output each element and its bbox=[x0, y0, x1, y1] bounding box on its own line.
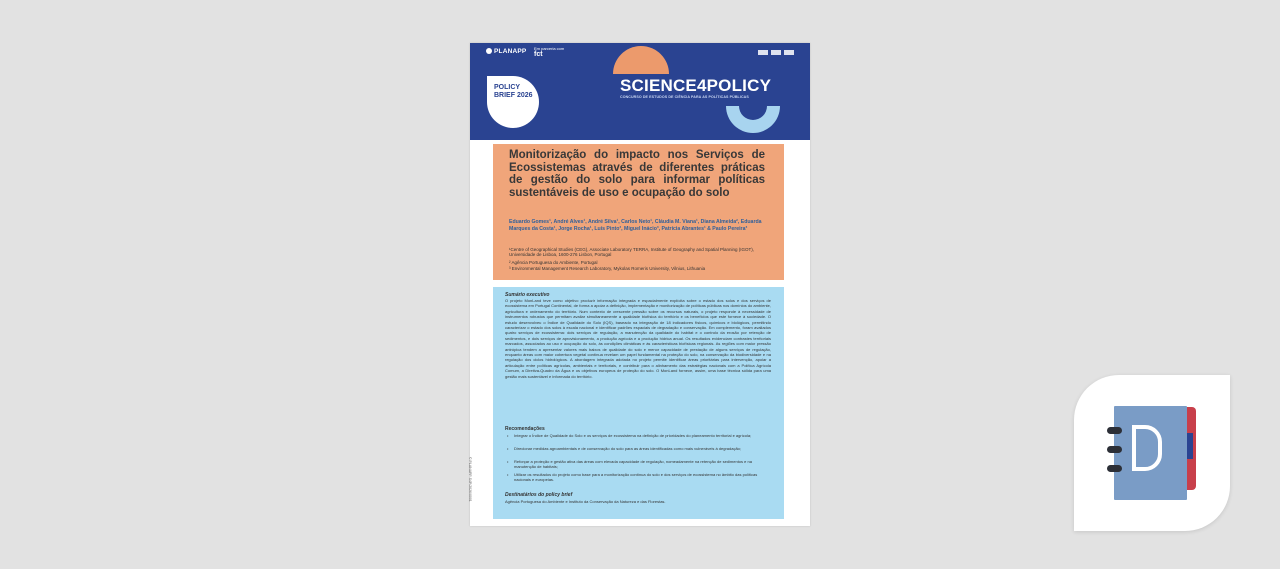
planapp-logo: PLANAPP bbox=[486, 48, 526, 55]
summary-panel bbox=[493, 287, 784, 519]
recommendation-item: • Utilizar os resultados do projeto como base para a monitorização contínua do solo e dos serviços de ecossistema no âmbito das políticas nacionais e europeias. bbox=[514, 472, 771, 483]
affiliation-2: ² Agência Portuguesa do Ambiente, Portugal bbox=[509, 260, 598, 265]
notebook-badge[interactable] bbox=[1074, 375, 1230, 531]
document-title: Monitorização do impacto nos Serviços de Ecossistemas através de diferentes práticas de gestão do solo para informar políticas sustentáveis de uso e ocupação do solo bbox=[509, 149, 765, 199]
summary-text: O projeto MonLand teve como objetivo produzir informação integrada e espacialmente explícita sobre o estado dos solos e dos serviços de ecossistema em Portugal Continental, de forma a apoiar a definição, implementação e monitorização de políticas públicas nos domínios do ambiente, agricultura e ordenamento do território. Num contexto de crescente pressão sobre os recursos naturais, o projeto responde à necessidade de instrumentos robustos que permitam avaliar simultaneamente a qualidade biofísica do território e os benefícios que este fornece à sociedade. O estudo desenvolveu o Índice de Qualidade do Solo (IQS), baseado na integração de 18 indicadores físicos, químicos e biológicos, permitindo caracterizar o estado dos solos à escala nacional e identificar padrões espaciais de degradação e conservação. Em complemento, foram avaliados quatro serviços de ecossistema: dois serviços de regulação, a manutenção da qualidade do habitat e o controlo da erosão por retenção de sedimentos, e dois serviços de aprovisionamento, a produção agrícola e a produção hídrica anual. Os resultados evidenciam contrastes territoriais marcados, associados ao uso e ocupação do solo, às condições climáticas e às características biofísicas regionais. As regiões com maior pressão antrópica tendem a apresentar valores mais baixos de qualidade do solo e menor capacidade de prestação de alguns serviços de regulação, enquanto áreas com maior cobertura vegetal contínua revelam um papel fundamental na proteção do solo, na conservação da biodiversidade e na regulação dos ciclos hidrológicos. A abordagem integrada adotada no projeto permite identificar áreas prioritárias para intervenção, apoiar a articulação entre políticas agrícolas, ambientais e territoriais, e contribuir para o alinhamento das estratégias nacionais com a Política Agrícola Comum, a Diretiva-Quadro da Água e os objetivos europeus de proteção do solo. O MonLand fornece, assim, uma base técnica sólida para uma gestão mais sustentável e informada do território. bbox=[505, 298, 771, 379]
funding-logos bbox=[758, 50, 794, 55]
summary-heading: Sumário executivo bbox=[505, 292, 550, 298]
side-reference: © PLANAPP S4P/2026/0001 bbox=[468, 457, 472, 502]
recipients-text: Agência Portuguesa do Ambiente e Instituto da Conservação da Natureza e das Florestas. bbox=[505, 499, 666, 504]
policy-brief-badge: POLICY BRIEF 2026 bbox=[487, 76, 539, 128]
authors: Eduardo Gomes¹, André Alves¹, André Silva¹, Carlos Neto¹, Cláudia M. Viana¹, Diana Almeida², Eduarda Marques da Costa¹, Jorge Rocha¹, Luís Pinto³, Miguel Inácio³, Patrícia Abrantes¹ & Paulo Pereira³ bbox=[509, 219, 762, 232]
document-header bbox=[470, 43, 810, 140]
blue-semicircle-decoration bbox=[726, 106, 780, 133]
recipients-heading: Destinatários do policy brief bbox=[505, 492, 573, 498]
title-panel bbox=[493, 144, 784, 280]
recommendations-heading: Recomendações bbox=[505, 426, 545, 432]
affiliation-3: ³ Environmental Management Research Laboratory, Mykolas Romeris University, Vilnius, Lithuania bbox=[509, 266, 706, 271]
policy-brief-document bbox=[470, 43, 810, 526]
notebook-ring bbox=[1107, 465, 1122, 472]
brand-subtitle: CONCURSO DE ESTUDOS DE CIÊNCIA PARA AS POLÍTICAS PÚBLICAS bbox=[620, 95, 749, 99]
orange-semicircle-decoration bbox=[613, 46, 669, 74]
notebook-ring bbox=[1107, 446, 1122, 453]
recommendation-item: • Direcionar medidas agroambientais e de conservação do solo para as áreas identificadas como mais vulneráveis à degradação; bbox=[514, 446, 771, 451]
recommendation-item: • Reforçar a proteção e gestão ativa das áreas com elevada capacidade de regulação, nomeadamente na retenção de sedimentos e na manutenção de habitats; bbox=[514, 459, 771, 470]
affiliation-1: ¹Centre of Geographical Studies (CEG), Associate Laboratory TERRA, Institute of Geography and Spatial Planning (IGOT), Universidade de Lisboa, 1600-276 Lisbon, Portugal bbox=[509, 247, 755, 258]
science4policy-brand: SCIENCE4POLICY bbox=[620, 76, 772, 95]
notebook-ring bbox=[1107, 427, 1122, 434]
notebook-d-mark bbox=[1132, 425, 1162, 471]
recommendation-item: • Integrar o Índice de Qualidade do Solo e os serviços de ecossistema na definição de prioridades do planeamento territorial e agrícola; bbox=[514, 433, 771, 438]
fct-logo: Em parceria com fct bbox=[534, 46, 565, 58]
